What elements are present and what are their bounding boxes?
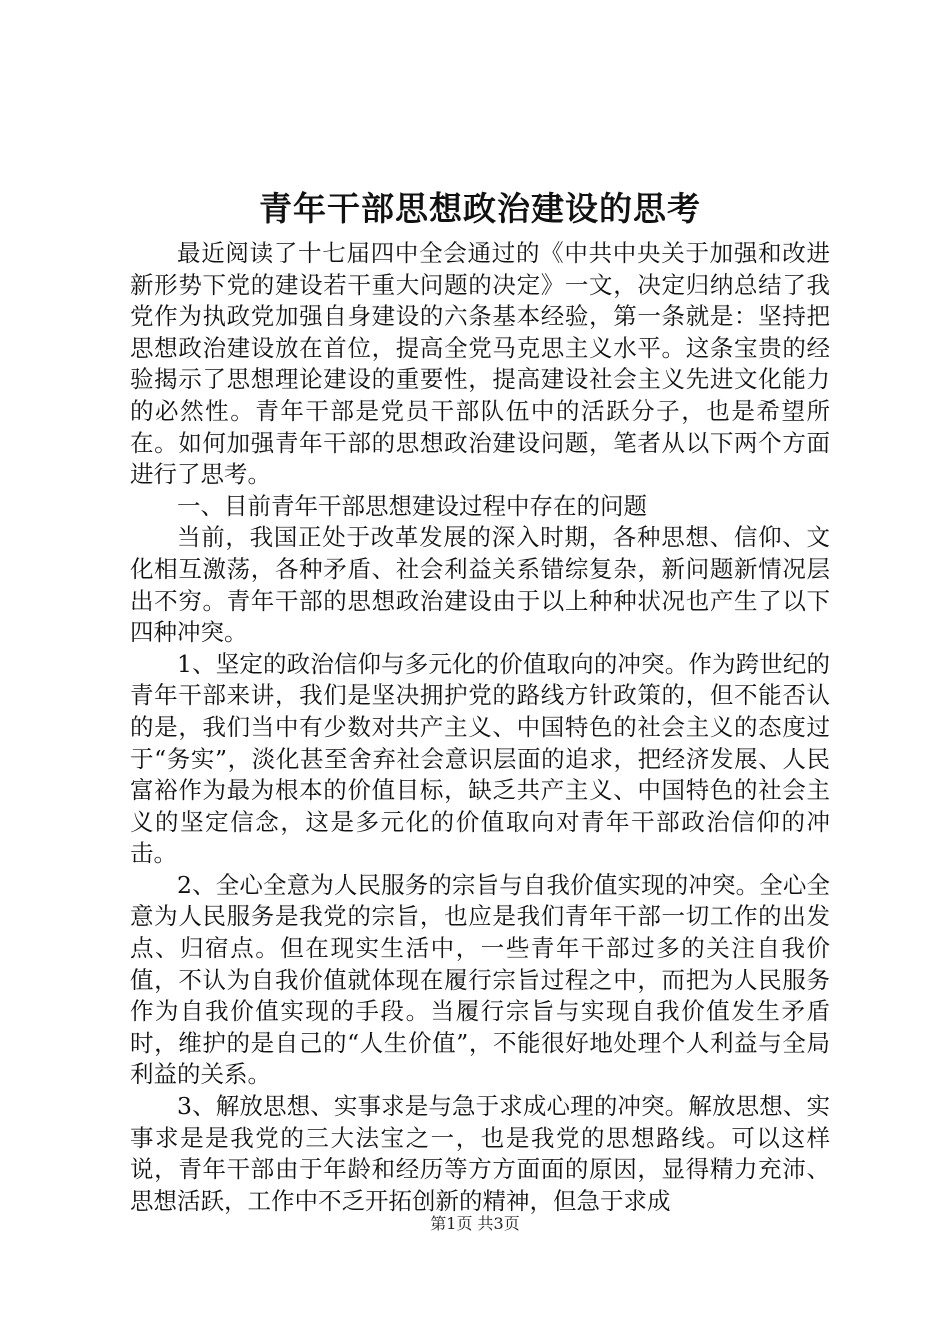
document-title: 青年干部思想政治建设的思考 [259, 189, 701, 228]
section-heading-problems: 一、目前青年干部思想建设过程中存在的问题 [177, 491, 647, 520]
document-page [130, 180, 830, 1217]
page-number-footer: 第1页 共3页 [430, 1214, 520, 1233]
document-body [130, 238, 830, 1217]
paragraph-current-situation: 当前，我国正处于改革发展的深入时期，各种思想、信仰、文化相互激荡，各种矛盾、社会利益关系错综复杂，新问题新情况层出不穷。青年干部的思想政治建设由于以上种种状况也产生了以下四种冲突。 [130, 523, 830, 647]
paragraph-intro: 最近阅读了十七届四中全会通过的《中共中央关于加强和改进新形势下党的建设若干重大问题的决定》一文，决定归纳总结了我党作为执政党加强自身建设的六条基本经验，第一条就是：坚持把思想政治建设放在首位，提高全党马克思主义水平。这条宝贵的经验揭示了思想理论建设的重要性，提高建设社会主义先进文化能力的必然性。青年干部是党员干部队伍中的活跃分子，也是希望所在。如何加强青年干部的思想政治建设问题，笔者从以下两个方面进行了思考。 [130, 239, 830, 489]
paragraph-conflict-3: 3、解放思想、实事求是与急于求成心理的冲突。解放思想、实事求是是我党的三大法宝之一，也是我党的思想路线。可以这样说，青年干部由于年龄和经历等方方面面的原因，显得精力充沛、思想活跃，工作中不乏开拓创新的精神，但急于求成 [130, 1092, 830, 1215]
paragraph-conflict-1: 1、坚定的政治信仰与多元化的价值取向的冲突。作为跨世纪的青年干部来讲，我们是坚决拥护党的路线方针政策的，但不能否认的是，我们当中有少数对共产主义、中国特色的社会主义的态度过于“务实”，淡化甚至舍弃社会意识层面的追求，把经济发展、人民富裕作为最为根本的价值目标，缺乏共产主义、中国特色的社会主义的坚定信念，这是多元化的价值取向对青年干部政治信仰的冲击。 [130, 649, 830, 868]
paragraph-conflict-2: 2、全心全意为人民服务的宗旨与自我价值实现的冲突。全心全意为人民服务是我党的宗旨，也应是我们青年干部一切工作的出发点、归宿点。但在现实生活中，一些青年干部过多的关注自我价值，不认为自我价值就体现在履行宗旨过程之中，而把为人民服务作为自我价值实现的手段。当履行宗旨与实现自我价值发生矛盾时，维护的是自己的“人生价值”，不能很好地处理个人利益与全局利益的关系。 [130, 870, 830, 1089]
